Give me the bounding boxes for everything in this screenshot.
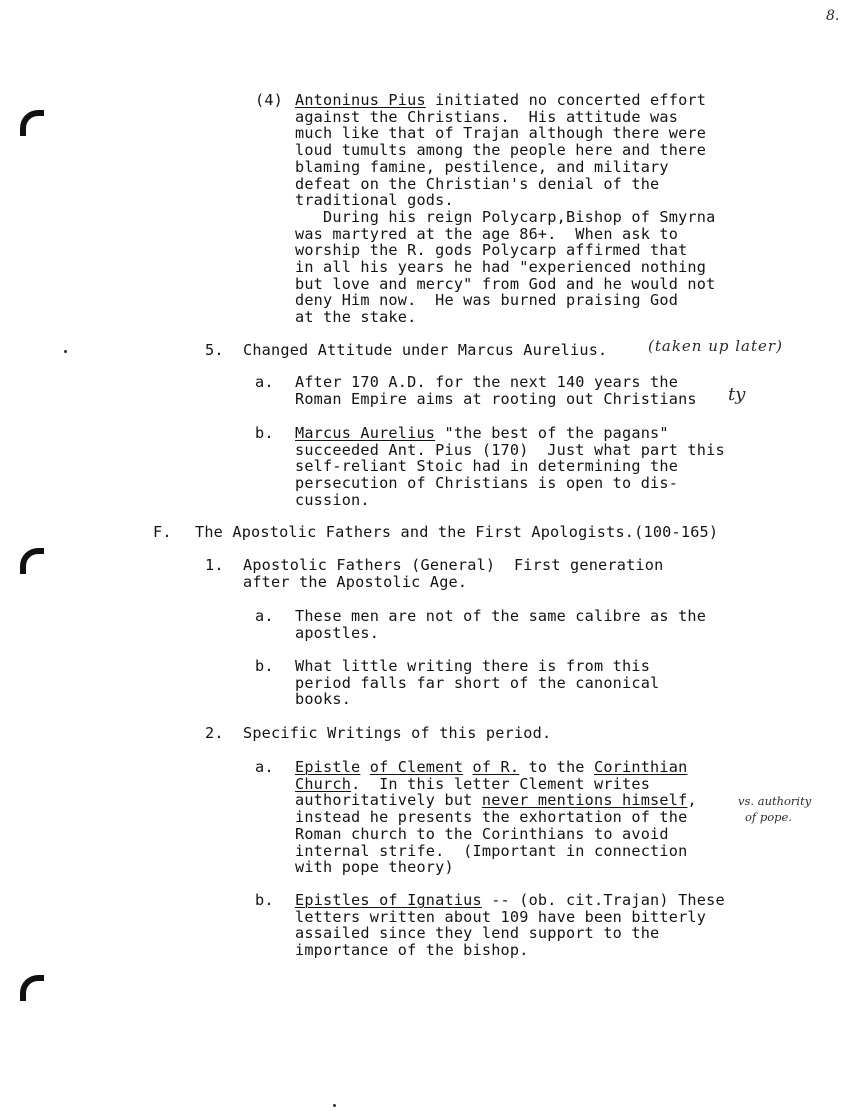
sec5-b-line: succeeded Ant. Pius (170) Just what part this — [295, 440, 725, 459]
secF-1b-line: period falls far short of the canonical — [295, 673, 660, 692]
secF-2a-line1: Epistle of Clement of R. to the Corinthian — [295, 758, 688, 776]
sec4-para2-line: worship the R. gods Polycarp affirmed that — [295, 241, 688, 260]
sec5-a-line: Roman Empire aims at rooting out Christians — [295, 389, 697, 408]
sec4-line: much like that of Trajan although there were — [295, 124, 707, 143]
speck — [64, 350, 67, 353]
punch-hole — [20, 110, 44, 136]
sec5-b-line1: Marcus Aurelius "the best of the pagans" — [295, 424, 669, 442]
secF-1-line: Apostolic Fathers (General) First generation — [243, 556, 664, 574]
sec5-a-handwritten-note: ty — [728, 384, 746, 405]
secF-2a-line2: Church. In this letter Clement writes — [295, 774, 651, 793]
secF-2a-line: instead he presents the exhortation of the — [295, 808, 688, 827]
secF-2a-handwritten-note: of pope. — [745, 810, 792, 824]
sec4-line: loud tumults among the people here and there — [295, 141, 707, 160]
secF-1a-line: apostles. — [295, 623, 380, 642]
secF-1b-line: books. — [295, 690, 352, 709]
secF-1a-marker: a. — [255, 607, 274, 625]
sec4-para2-line: at the stake. — [295, 308, 417, 327]
secF-2b-marker: b. — [255, 891, 274, 909]
speck — [333, 1104, 336, 1107]
sec5-b-subject: Marcus Aurelius — [295, 424, 436, 442]
page-number: 8. — [826, 8, 840, 24]
sec5-title: Changed Attitude under Marcus Aurelius. — [243, 341, 608, 359]
secF-title: The Apostolic Fathers and the First Apologists.(100-165) — [195, 523, 719, 541]
secF-2b-subject: Epistles of Ignatius — [295, 891, 482, 909]
punch-hole — [20, 548, 44, 574]
secF-2a-line: with pope theory) — [295, 858, 454, 877]
secF-2b-line: letters written about 109 have been bitterly — [295, 907, 707, 926]
sec4-para2-line: in all his years he had "experienced nothing — [295, 258, 707, 276]
sec4-marker: (4) — [255, 91, 284, 109]
sec4-line: blaming famine, pestilence, and military — [295, 157, 669, 176]
sec4-para2-line: During his reign Polycarp,Bishop of Smyrna — [295, 207, 716, 226]
sec5-b-line: persecution of Christians is open to dis- — [295, 474, 679, 493]
secF-2b-line1: Epistles of Ignatius -- (ob. cit.Trajan) These — [295, 891, 725, 909]
sec5-a-marker: a. — [255, 373, 274, 391]
sec5-a-line: After 170 A.D. for the next 140 years the — [295, 373, 679, 391]
secF-2b-line: assailed since they lend support to the — [295, 924, 660, 943]
sec5-marker: 5. — [205, 341, 224, 359]
secF-2-marker: 2. — [205, 724, 224, 742]
secF-2a-handwritten-note: vs. authority — [738, 794, 812, 808]
secF-1a-line: These men are not of the same calibre as the — [295, 607, 707, 625]
secF-2a-marker: a. — [255, 758, 274, 776]
sec4-para2-line: was martyred at the age 86+. When ask to — [295, 224, 679, 243]
secF-1-line: after the Apostolic Age. — [243, 572, 468, 591]
secF-2-title: Specific Writings of this period. — [243, 724, 552, 742]
sec4-para2-line: but love and mercy" from God and he would not — [295, 274, 716, 293]
secF-2b-line: importance of the bishop. — [295, 941, 529, 960]
sec5-b-line: self-reliant Stoic had in determining the — [295, 457, 679, 476]
secF-1-marker: 1. — [205, 556, 224, 574]
sec4-line: defeat on the Christian's denial of the — [295, 174, 660, 193]
sec5-handwritten-note: (taken up later) — [648, 337, 783, 355]
secF-2a-line3: authoritatively but never mentions himself, — [295, 791, 697, 810]
sec4-subject: Antoninus Pius — [295, 91, 426, 109]
secF-1b-line: What little writing there is from this — [295, 657, 651, 675]
secF-2a-line: Roman church to the Corinthians to avoid — [295, 824, 669, 843]
sec4-para2-line: deny Him now. He was burned praising God — [295, 291, 679, 310]
punch-hole — [20, 975, 44, 1001]
secF-2a-line: internal strife. (Important in connection — [295, 841, 688, 860]
secF-marker: F. — [153, 523, 172, 541]
sec4-line: against the Christians. His attitude was — [295, 107, 679, 126]
secF-1b-marker: b. — [255, 657, 274, 675]
sec5-b-marker: b. — [255, 424, 274, 442]
sec4-line: traditional gods. — [295, 191, 454, 210]
sec4-line1: Antoninus Pius initiated no concerted effort — [295, 91, 707, 109]
sec5-b-line: cussion. — [295, 490, 370, 509]
